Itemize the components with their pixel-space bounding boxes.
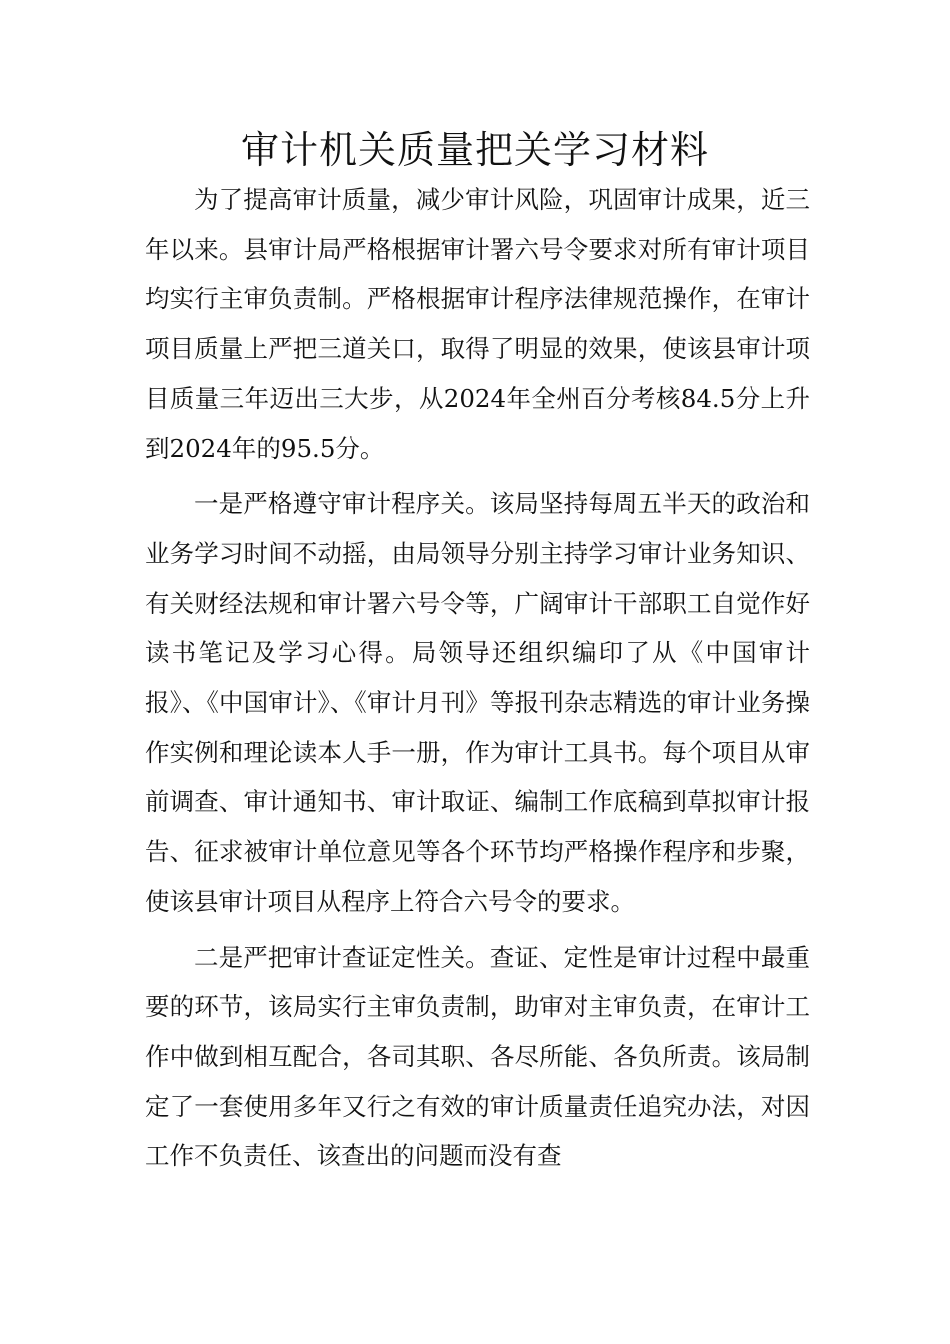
section-two-paragraph: 二是严把审计查证定性关。查证、定性是审计过程中最重要的环节，该局实行主审负责制，助审对主审负责，在审计工作中做到相互配合，各司其职、各尽所能、各负所责。该局制定了一套使用多年又行之有效的审计质量责任追究办法，对因工作不负责任、该查出的问题而没有查 (145, 942, 810, 1171)
section-one-paragraph: 一是严格遵守审计程序关。该局坚持每周五半天的政治和业务学习时间不动摇，由局领导分别主持学习审计业务知识、有关财经法规和审计署六号令等，广阔审计干部职工自觉作好读书笔记及学习心得。局领导还组织编印了从《中国审计报》、《中国审计》、《审计月刊》等报刊杂志精选的审计业务操作实例和理论读本人手一册，作为审计工具书。每个项目从审前调查、审计通知书、审计取证、编制工作底稿到草拟审计报告、征求被审计单位意见等各个环节均严格操作程序和步聚，使该县审计项目从程序上符合六号令的要求。 (145, 489, 810, 916)
document-title: 审计机关质量把关学习材料 (240, 128, 709, 172)
intro-paragraph: 为了提高审计质量，减少审计风险，巩固审计成果，近三年以来。县审计局严格根据审计署六号令要求对所有审计项目均实行主审负责制。严格根据审计程序法律规范操作，在审计项目质量上严把三道关口，取得了明显的效果，使该县审计项目质量三年迈出三大步，从2024年全州百分考核84.5分上升到2024年的95.5分。 (145, 185, 810, 463)
document-body (145, 175, 810, 1181)
